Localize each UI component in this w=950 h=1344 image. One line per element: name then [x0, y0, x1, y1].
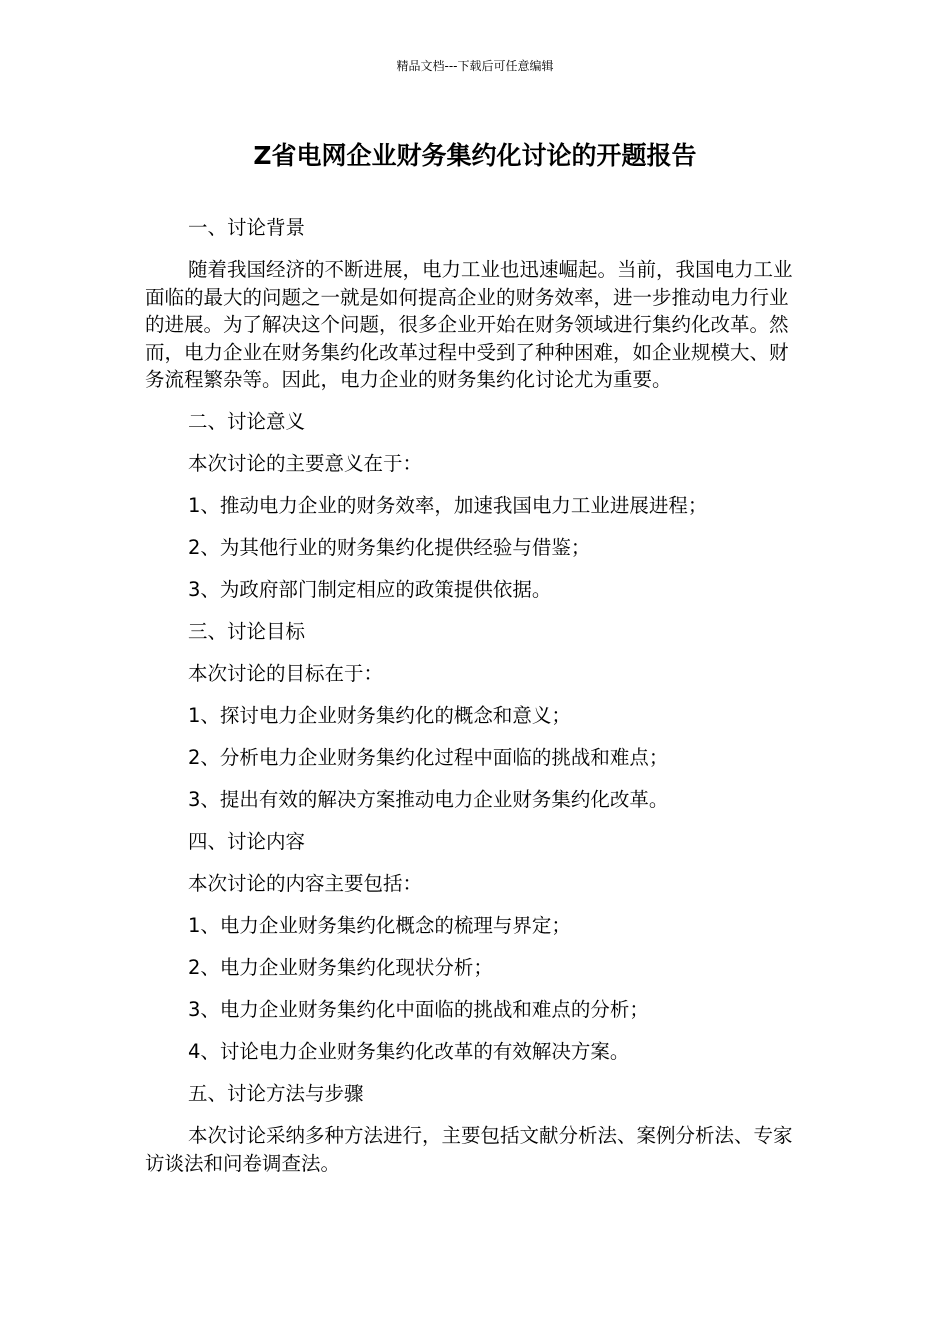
section-heading-background: 一、讨论背景: [188, 216, 306, 239]
list-item: 1、电力企业财务集约化概念的梳理与界定；: [188, 914, 571, 937]
page-header: 精品文档---下载后可任意编辑: [396, 59, 554, 73]
list-item: 2、分析电力企业财务集约化过程中面临的挑战和难点；: [188, 746, 669, 769]
list-item: 3、为政府部门制定相应的政策提供依据。: [188, 578, 552, 601]
list-item: 1、探讨电力企业财务集约化的概念和意义；: [188, 704, 571, 727]
list-item: 3、电力企业财务集约化中面临的挑战和难点的分析；: [188, 998, 649, 1021]
list-item: 2、电力企业财务集约化现状分析；: [188, 956, 493, 979]
list-item: 3、提出有效的解决方案推动电力企业财务集约化改革。: [188, 788, 669, 811]
section-heading-goals: 三、讨论目标: [188, 620, 306, 643]
document-body: [145, 214, 795, 1177]
section-heading-significance: 二、讨论意义: [188, 410, 306, 433]
section-heading-methods: 五、讨论方法与步骤: [188, 1082, 364, 1105]
goals-intro: 本次讨论的目标在于：: [188, 662, 384, 685]
list-item: 1、推动电力企业的财务效率，加速我国电力工业进展进程；: [188, 494, 708, 517]
significance-intro: 本次讨论的主要意义在于：: [188, 452, 423, 475]
list-item: 2、为其他行业的财务集约化提供经验与借鉴；: [188, 536, 591, 559]
section-heading-content: 四、讨论内容: [188, 830, 306, 853]
document-title: Z省电网企业财务集约化讨论的开题报告: [253, 141, 697, 170]
methods-paragraph: 本次讨论采纳多种方法进行，主要包括文献分析法、案例分析法、专家访谈法和问卷调查法。: [145, 1124, 793, 1175]
background-paragraph: 随着我国经济的不断进展，电力工业也迅速崛起。当前，我国电力工业面临的最大的问题之一就是如何提高企业的财务效率，进一步推动电力行业的进展。为了解决这个问题，很多企业开始在财务领域进行集约化改革。然而，电力企业在财务集约化改革过程中受到了种种困难，如企业规模大、财务流程繁杂等。因此，电力企业的财务集约化讨论尤为重要。: [145, 258, 793, 391]
content-intro: 本次讨论的内容主要包括：: [188, 872, 423, 895]
list-item: 4、讨论电力企业财务集约化改革的有效解决方案。: [188, 1040, 630, 1063]
